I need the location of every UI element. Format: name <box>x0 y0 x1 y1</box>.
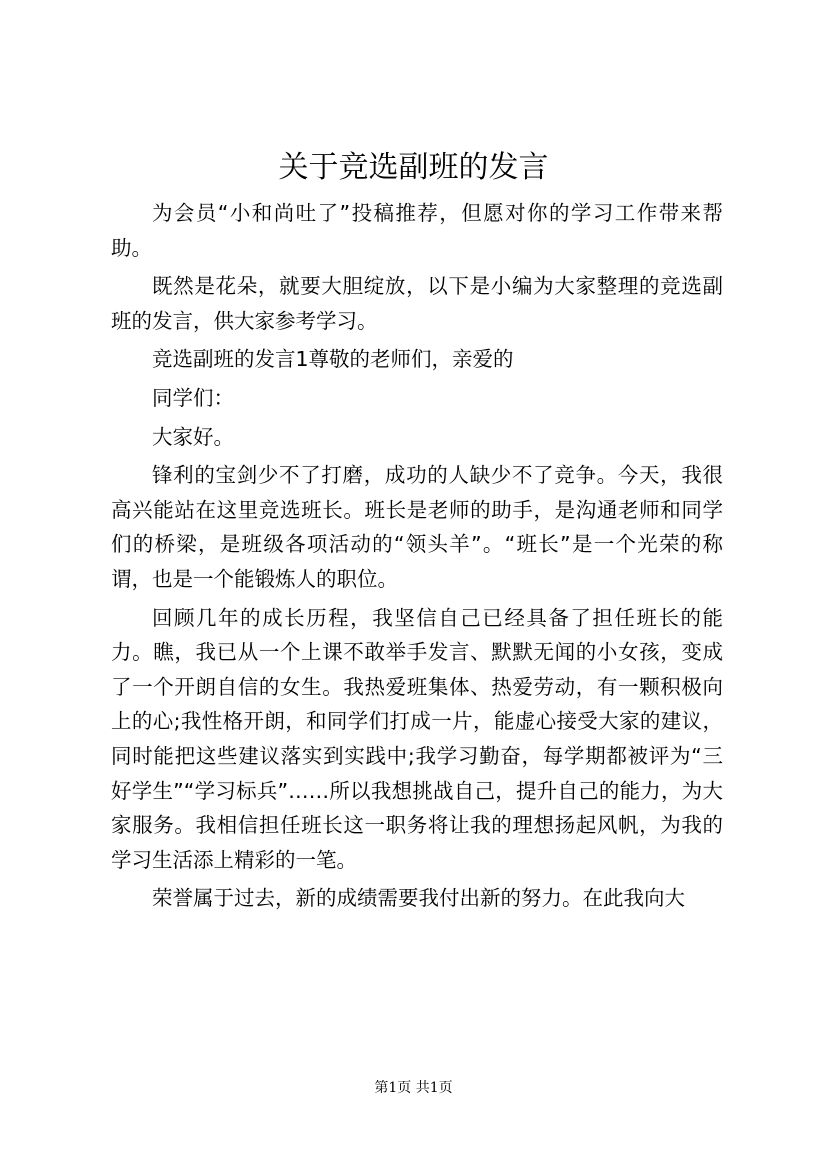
paragraph-body-1: 锋利的宝剑少不了打磨，成功的人缺少不了竞争。今天，我很高兴能站在这里竞选班长。班长是老师的助手，是沟通老师和同学们的桥梁，是班级各项活动的“领头羊”。“班长”是一个光荣的称谓，也是一个能锻炼人的职位。 <box>111 463 723 591</box>
paragraph-preface: 既然是花朵，就要大胆绽放，以下是小编为大家整理的竞选副班的发言，供大家参考学习。 <box>111 274 723 333</box>
paragraph-intro: 为会员“小和尚吐了”投稿推荐，但愿对你的学习工作带来帮助。 <box>111 201 723 260</box>
paragraph-body-3: 荣誉属于过去，新的成绩需要我付出新的努力。在此我向大 <box>152 886 685 911</box>
page-footer: 第1页 共1页 <box>374 1080 453 1096</box>
document-title: 关于竞选副班的发言 <box>278 150 549 185</box>
paragraph-greeting: 大家好。 <box>152 424 234 449</box>
document-body <box>111 196 723 916</box>
paragraph-speech-heading: 竞选副班的发言1尊敬的老师们，亲爱的 <box>152 347 514 372</box>
paragraph-body-2: 回顾几年的成长历程，我坚信自己已经具备了担任班长的能力。瞧，我已从一个上课不敢举手发言、默默无闻的小女孩，变成了一个开朗自信的女生。我热爱班集体、热爱劳动，有一颗积极向上的心;我性格开朗，和同学们打成一片，能虚心接受大家的建议，同时能把这些建议落实到实践中;我学习勤奋，每学期都被评为“三好学生”“学习标兵”……所以我想挑战自己，提升自己的能力，为大家服务。我相信担任班长这一职务将让我的理想扬起风帆，为我的学习生活添上精彩的一笔。 <box>111 605 723 872</box>
paragraph-salutation: 同学们： <box>152 385 234 410</box>
